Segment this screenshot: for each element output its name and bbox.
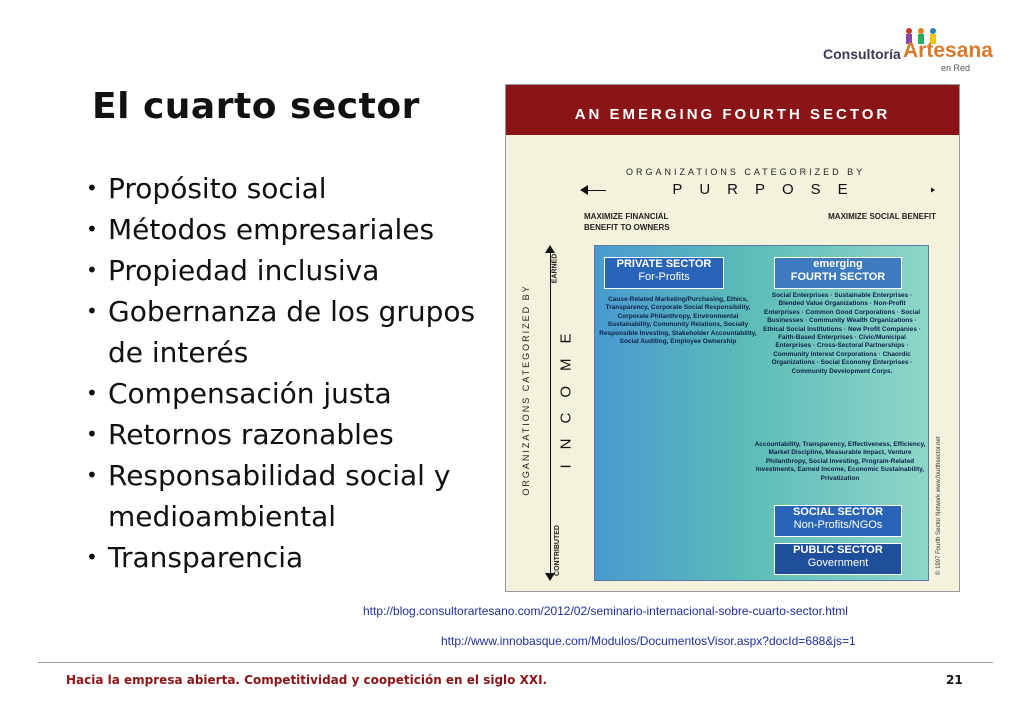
max-social-label: MAXIMIZE SOCIAL BENEFIT (828, 212, 936, 221)
logo-part3: en Red (941, 63, 971, 73)
private-sector-title: PRIVATE SECTOR (616, 258, 712, 270)
private-sector-box (604, 257, 724, 289)
social-sector-box (774, 505, 902, 537)
social-sector-sub: Non-Profits/NGOs (793, 519, 883, 531)
logo-part1: Consultoría (823, 46, 901, 62)
bullet-item: • Responsabilidad social y medioambiental (84, 455, 504, 537)
bullet-item: • Retornos razonables (84, 414, 504, 455)
logo-part2: Artesana (903, 39, 993, 62)
purpose-word: PURPOSE (606, 181, 931, 198)
bullet-item: • Propiedad inclusiva (84, 250, 504, 291)
purpose-caption: ORGANIZATIONS CATEGORIZED BY (626, 167, 866, 177)
max-financial-label: MAXIMIZE FINANCIAL BENEFIT TO OWNERS (584, 212, 670, 232)
fourth-sector-title: emerging (813, 258, 863, 270)
fourth-sector-list: Social Enterprises · Sustainable Enterprises · Blended Value Organizations · Non-Profit Enterprises · Common Good Corporations · Social Businesses · Community Wealth Organizations · Ethical Social Institutions · New Profit Companies · Faith-Based Enterprises · Civic/Municipal Enterprises · Cross-Sectoral Partnerships · Community Interest Corporations · Chaordic Organizations · Social Economy Enterprises · Community Development Corps. (763, 292, 921, 375)
bullet-item: • Transparencia (84, 537, 504, 578)
fourth-sector-sub: FOURTH SECTOR (790, 271, 886, 283)
footer-divider (38, 662, 993, 663)
income-word: INCOME (557, 318, 575, 469)
footer-text: Hacia la empresa abierta. Competitividad y coopetición en el siglo XXI. (66, 673, 548, 687)
bullet-list (84, 168, 504, 578)
diagram-banner (506, 85, 959, 135)
arrow-left-icon (580, 185, 588, 195)
fourth-sector-diagram (505, 84, 960, 592)
earned-label: EARNED (551, 253, 559, 284)
innobasque-link[interactable]: http://www.innobasque.com/Modulos/DocumentosVisor.aspx?docId=688&js=1 (441, 634, 856, 648)
page-number: 21 (946, 673, 963, 687)
private-sector-sub: For-Profits (638, 271, 690, 283)
income-axis-line (550, 250, 551, 575)
income-caption: ORGANIZATIONS CATEGORIZED BY (521, 284, 531, 496)
slide-title: El cuarto sector (92, 86, 420, 127)
bullet-item: • Propósito social (84, 168, 504, 209)
fourth-sector-box (774, 257, 902, 289)
private-sector-list: Cause-Related Marketing/Purchasing, Ethics, Transparency, Corporate Social Responsibility, Corporate Philanthropy, Environmental Sustainability, Community Relations, Socially Responsible Investing, Stakeholder Accountability, Social Auditing, Employee Ownership (599, 296, 757, 346)
bullet-item: • Métodos empresariales (84, 209, 504, 250)
accountability-list: Accountability, Transparency, Effectiveness, Efficiency, Market Discipline, Measurable Impact, Venture Philanthropy, Social Investing, Program-Related Investments, Earned Income, Economic Sustainability, Privatization (754, 441, 926, 482)
public-sector-title: PUBLIC SECTOR (793, 544, 883, 556)
arrow-up-icon (545, 245, 555, 253)
social-sector-title: SOCIAL SECTOR (792, 506, 884, 518)
diagram-copyright: © 1997 Fourth Sector Network www.fourthsector.net (936, 436, 942, 575)
public-sector-sub: Government (807, 557, 869, 569)
public-sector-box (774, 543, 902, 575)
diagram-banner-text: AN EMERGING FOURTH SECTOR (574, 106, 891, 123)
contributed-label: CONTRIBUTED (553, 525, 561, 576)
bullet-item: • Gobernanza de los grupos de interés (84, 291, 504, 373)
blog-link[interactable]: http://blog.consultorartesano.com/2012/02/seminario-internacional-sobre-cuarto-sector.html (363, 604, 848, 618)
brand-logo (805, 22, 993, 74)
bullet-item: • Compensación justa (84, 373, 504, 414)
